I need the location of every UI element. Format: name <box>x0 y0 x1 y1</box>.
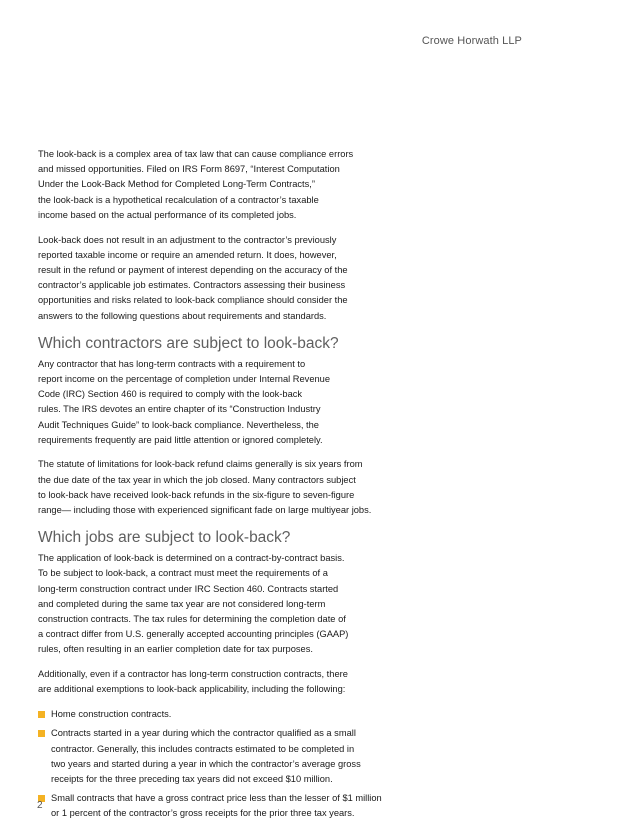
text-line: Code (IRC) Section 460 is required to comply with the look-back <box>38 389 303 400</box>
text-line: To be subject to look-back, a contract must meet the requirements of a <box>38 568 328 579</box>
text-line: to look-back have received look-back refunds in the six-figure to seven-figure <box>38 489 355 500</box>
text-line: two years and started during a year in which the contractor’s average gross <box>51 758 361 769</box>
text-line: Contracts started in a year during which the contractor qualified as a small <box>51 728 356 739</box>
text-line: contractor’s applicable job estimates. Contractors assessing their business <box>38 280 346 291</box>
section1-paragraph-2 <box>38 457 403 518</box>
text-line: are additional exemptions to look-back applicability, including the following: <box>38 684 346 695</box>
page-number: 2 <box>37 800 43 811</box>
section-heading-contractors: Which contractors are subject to look-back? <box>38 334 339 352</box>
text-line: Any contractor that has long-term contracts with a requirement to <box>38 358 306 369</box>
intro-paragraph-2 <box>38 233 403 324</box>
text-line: Audit Techniques Guide” to look-back compliance. Nevertheless, the <box>38 419 319 430</box>
text-line: the due date of the tax year in which the job closed. Many contractors subject <box>38 474 356 485</box>
text-line: or 1 percent of the contractor’s gross receipts for the prior three tax years. <box>51 808 355 819</box>
text-line: reported taxable income or require an amended return. It does, however, <box>38 249 337 260</box>
text-line: receipts for the three preceding tax years did not exceed $10 million. <box>51 773 333 784</box>
section2-paragraph-2 <box>38 667 403 697</box>
text-line: income based on the actual performance of its completed jobs. <box>38 209 297 220</box>
intro-paragraph-1 <box>38 147 403 223</box>
text-line: Small contracts that have a gross contract price less than the lesser of $1 million <box>51 793 382 804</box>
square-bullet-icon <box>38 730 45 737</box>
section2-paragraph-1 <box>38 551 403 657</box>
text-line: rules. The IRS devotes an entire chapter of its “Construction Industry <box>38 404 321 415</box>
text-line: rules, often resulting in an earlier completion date for tax purposes. <box>38 644 313 655</box>
document-body <box>38 147 403 826</box>
list-item <box>38 791 403 821</box>
text-line: the look-back is a hypothetical recalculation of a contractor’s taxable <box>38 194 319 205</box>
exemptions-list <box>38 707 403 821</box>
text-line: Home construction contracts. <box>51 709 172 720</box>
text-line: Additionally, even if a contractor has long-term construction contracts, there <box>38 669 348 680</box>
section-heading-jobs: Which jobs are subject to look-back? <box>38 529 291 547</box>
list-item <box>38 726 403 787</box>
text-line: The application of look-back is determined on a contract-by-contract basis. <box>38 553 345 564</box>
text-line: result in the refund or payment of interest depending on the accuracy of the <box>38 264 348 275</box>
text-line: Look-back does not result in an adjustment to the contractor’s previously <box>38 234 337 245</box>
text-line: and missed opportunities. Filed on IRS Form 8697, “Interest Computation <box>38 164 340 175</box>
text-line: and completed during the same tax year are not considered long-term <box>38 598 326 609</box>
text-line: answers to the following questions about requirements and standards. <box>38 310 327 321</box>
text-line: range— including those with experienced significant fade on large multiyear jobs. <box>38 505 372 516</box>
text-line: report income on the percentage of completion under Internal Revenue <box>38 373 331 384</box>
section1-paragraph-1 <box>38 357 403 448</box>
list-item <box>38 707 403 722</box>
text-line: long-term construction contract under IRC Section 460. Contracts started <box>38 583 339 594</box>
text-line: opportunities and risks related to look-back compliance should consider the <box>38 295 348 306</box>
header-brand: Crowe Horwath LLP <box>421 35 522 47</box>
text-line: construction contracts. The tax rules for determining the completion date of <box>38 614 346 625</box>
text-line: requirements frequently are paid little attention or ignored completely. <box>38 434 323 445</box>
square-bullet-icon <box>38 711 45 718</box>
text-line: contractor. Generally, this includes contracts estimated to be completed in <box>51 743 355 754</box>
text-line: The look-back is a complex area of tax law that can cause compliance errors <box>38 149 354 159</box>
text-line: a contract differ from U.S. generally accepted accounting principles (GAAP) <box>38 629 349 640</box>
text-line: Under the Look-Back Method for Completed Long-Term Contracts,” <box>38 179 315 190</box>
text-line: The statute of limitations for look-back refund claims generally is six years from <box>38 459 363 470</box>
